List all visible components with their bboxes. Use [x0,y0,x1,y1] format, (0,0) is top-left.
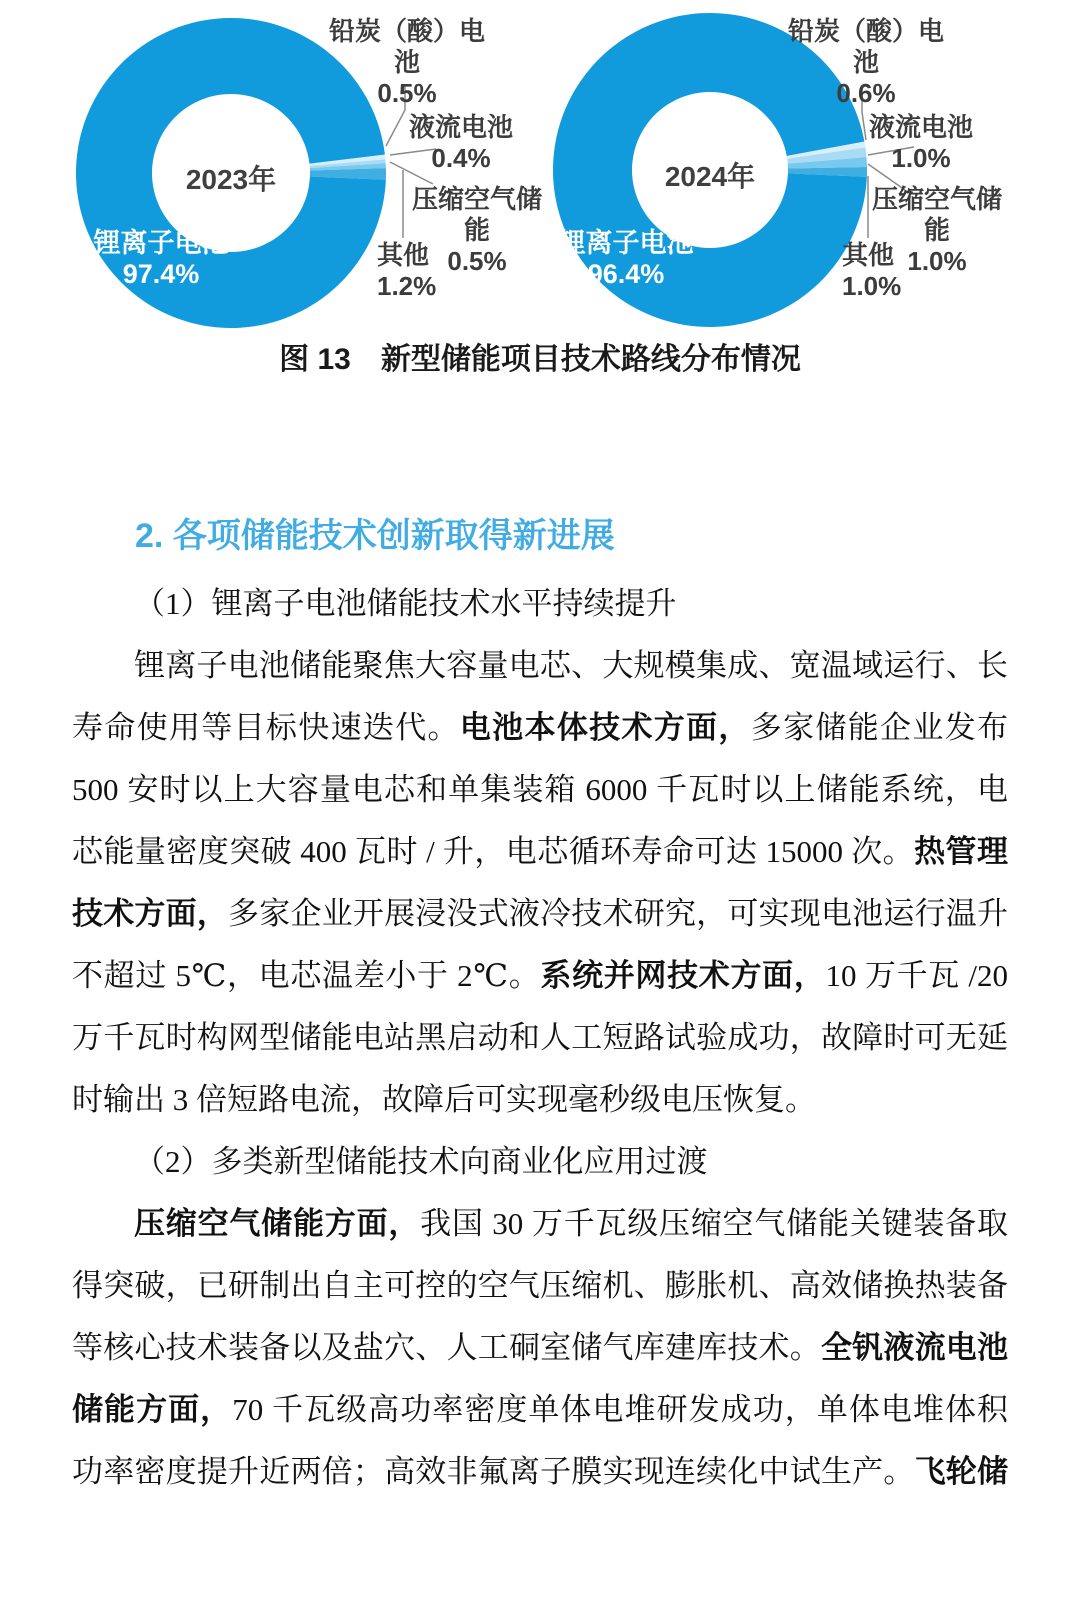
slice-value: 0.6% [836,78,896,108]
slice-value: 1.0% [907,246,967,276]
slice-name: 压缩空气储能 [411,184,542,245]
slice-value: 0.5% [377,78,437,108]
body-text: 时输出 3 倍短路电流，故障后可实现毫秒级电压恢复。 [72,1082,816,1117]
slice-name: 压缩空气储能 [871,184,1002,245]
slice-name: 液流电池 [408,112,513,142]
figure-13 [0,0,1080,470]
slice-value: 1.2% [377,271,437,301]
body-line [72,1441,1008,1503]
body-text: 不超过 5℃，电芯温差小于 2℃。 [72,958,541,993]
slice-value: 96.4% [587,259,665,289]
slice-name: 其他 [377,240,430,270]
body-line [72,821,1008,883]
body-line [72,1007,1008,1069]
slice-name: 铅炭（酸）电池 [328,16,485,77]
slice-label-other-2023 [377,240,469,302]
body-line [72,759,1008,821]
body-text: 我国 30 万千瓦级压缩空气储能关键装备取 [420,1206,1009,1241]
body-text: 多家储能企业发布 [750,710,1009,745]
article-body [72,573,1008,1503]
body-text: 得突破，已研制出自主可控的空气压缩机、膨胀机、高效储换热装备 [72,1268,1008,1303]
body-text-bold: 热管理 [914,834,1008,869]
body-text-bold: 系统并网技术方面， [540,958,826,993]
body-text: 锂离子电池储能聚焦大容量电芯、大规模集成、宽温域运行、长 [134,648,1008,683]
slice-name: 锂离子电池 [93,228,229,258]
slice-label-lead-acid-2024 [777,16,955,109]
slice-label-other-2024 [842,240,934,302]
body-line [72,945,1008,1007]
body-text: 500 安时以上大容量电芯和单集装箱 6000 千瓦时以上储能系统，电 [72,772,1008,807]
body-text: 10 万千瓦 /20 [825,958,1009,993]
body-line [72,1379,1008,1441]
body-text: 功率密度提升近两倍；高效非氟离子膜实现连续化中试生产。 [72,1454,915,1489]
body-text-bold: 飞轮储 [914,1454,1009,1489]
slice-name: 锂离子电池 [558,228,694,258]
slice-label-flow-battery-2024 [860,112,982,174]
slice-value: 1.0% [842,271,902,301]
body-line [72,1317,1008,1379]
body-text-bold: 储能方面， [72,1392,233,1427]
body-line [72,1193,1008,1255]
figure-caption: 图 13 新型储能项目技术路线分布情况 [279,343,801,376]
body-text-bold: 电池本体技术方面， [459,710,751,745]
body-text-bold: 技术方面， [72,896,229,931]
slice-label-li-ion-2023 [85,228,237,290]
slice-label-lead-acid-2023 [318,16,496,109]
donut-2023-center-label: 2023年 [185,164,277,195]
body-line [72,1069,1008,1131]
section-heading: 2. 各项储能技术创新取得新进展 [135,517,615,555]
body-line [72,883,1008,945]
body-text: 70 千瓦级高功率密度单体电堆研发成功，单体电堆体积 [232,1392,1009,1427]
body-line [72,1255,1008,1317]
body-line [72,697,1008,759]
body-text-bold: 全钒液流电池 [820,1330,1009,1365]
body-text: 万千瓦时构网型储能电站黑启动和人工短路试验成功，故障时可无延 [72,1020,1008,1055]
paragraph-subheading: （2）多类新型储能技术向商业化应用过渡 [134,1144,708,1179]
donut-2024-center-label: 2024年 [664,161,756,192]
body-text-bold: 压缩空气储能方面， [134,1206,421,1241]
body-line [72,635,1008,697]
slice-name: 铅炭（酸）电池 [787,16,944,77]
body-text: 芯能量密度突破 400 瓦时 / 升，电芯循环寿命可达 15000 次。 [72,834,915,869]
slice-value: 1.0% [891,143,951,173]
body-text: 多家企业开展浸没式液冷技术研究，可实现电池运行温升 [228,896,1009,931]
slice-value: 0.4% [431,143,491,173]
slice-name: 液流电池 [868,112,973,142]
slice-value: 0.5% [447,246,507,276]
slice-label-li-ion-2024 [550,228,702,290]
paragraph-subheading: （1）锂离子电池储能技术水平持续提升 [134,586,677,621]
body-text: 寿命使用等目标快速迭代。 [72,710,460,745]
slice-name: 其他 [842,240,895,270]
body-text: 等核心技术装备以及盐穴、人工硐室储气库建库技术。 [72,1330,821,1365]
slice-label-flow-battery-2023 [400,112,522,174]
slice-value: 97.4% [122,259,200,289]
